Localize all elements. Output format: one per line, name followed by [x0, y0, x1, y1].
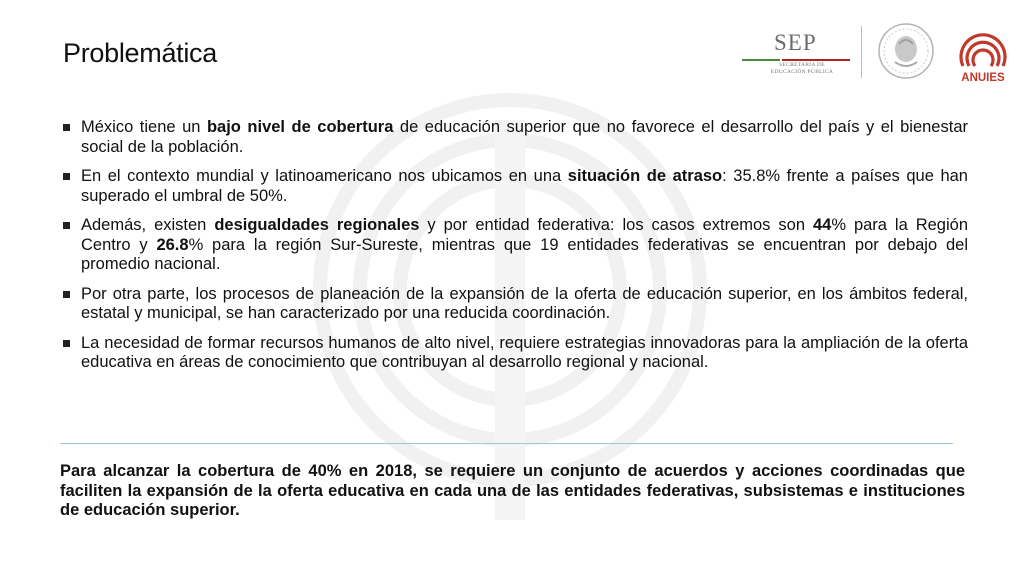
bullet-text: En el contexto mundial y latinoamericano nos ubicamos en una — [81, 167, 568, 185]
bullet-item — [63, 216, 968, 275]
sep-red-bar — [782, 59, 850, 61]
anuies-logo — [955, 22, 1011, 90]
bullet-emphasis: 44 — [812, 216, 832, 234]
bullet-emphasis: desigualdades regionales — [214, 216, 420, 234]
bullet-item — [63, 167, 968, 206]
bullet-square-icon — [63, 173, 70, 180]
sep-subtitle — [756, 62, 848, 76]
bullet-emphasis: 26.8 — [156, 235, 189, 254]
anuies-wordmark: ANUIES — [961, 72, 1005, 84]
logo-divider — [861, 26, 862, 78]
sep-subtitle-line1: SECRETARÍA DE — [779, 62, 825, 68]
anuies-rings-icon — [955, 22, 1011, 72]
bullet-item — [63, 118, 968, 157]
sep-logo — [742, 28, 854, 84]
sep-green-bar — [742, 59, 780, 61]
bullet-item — [63, 285, 968, 324]
bullet-emphasis: situación de atraso — [567, 167, 723, 185]
coat-of-arms-seal-icon — [877, 22, 935, 80]
bullet-square-icon — [63, 222, 70, 229]
bullet-text: de educación superior que no favorece el desarrollo del país y el bienestar social de la población. — [81, 118, 968, 156]
bullet-text: La necesidad de formar recursos humanos de alto nivel, requiere estrategias innovadoras para la ampliación de la oferta educativa en áreas de conocimiento que contribuyan al desarrollo regional y nacional. — [81, 333, 968, 371]
bullet-square-icon — [63, 340, 70, 347]
bullet-text: Por otra parte, los procesos de planeación de la expansión de la oferta de educación superior, en los ámbitos federal, estatal y municipal, se han caracterizado por una reducida coordinación. — [81, 284, 968, 322]
bullet-list — [63, 118, 968, 383]
bullet-square-icon — [63, 291, 70, 298]
section-divider — [60, 443, 953, 444]
bullet-text: Además, existen — [81, 216, 215, 234]
bullet-square-icon — [63, 124, 70, 131]
sep-wordmark: SEP — [774, 30, 817, 55]
bullet-text: % para la Región Centro y — [81, 216, 969, 254]
bullet-emphasis: bajo nivel de cobertura — [206, 118, 394, 136]
bullet-text: : 35.8% frente a países que han superado el umbral de 50%. — [81, 167, 968, 205]
slide-title: Problemática — [63, 38, 217, 68]
sep-subtitle-line2: EDUCACIÓN PÚBLICA — [770, 69, 834, 75]
bullet-text: % para la región Sur-Sureste, mientras que 19 entidades federativas se encuentran por debajo del promedio nacional. — [81, 235, 968, 273]
bullet-item — [63, 334, 968, 373]
bullet-text: México tiene un — [81, 118, 207, 136]
bullet-text: y por entidad federativa: los casos extremos son — [419, 216, 813, 234]
conclusion-text: Para alcanzar la cobertura de 40% en 2018, se requiere un conjunto de acuerdos y acciones coordinadas que faciliten la expansión de la oferta educativa en cada una de las entidades federativas, subsistemas e instituciones de educación superior. — [60, 462, 965, 519]
